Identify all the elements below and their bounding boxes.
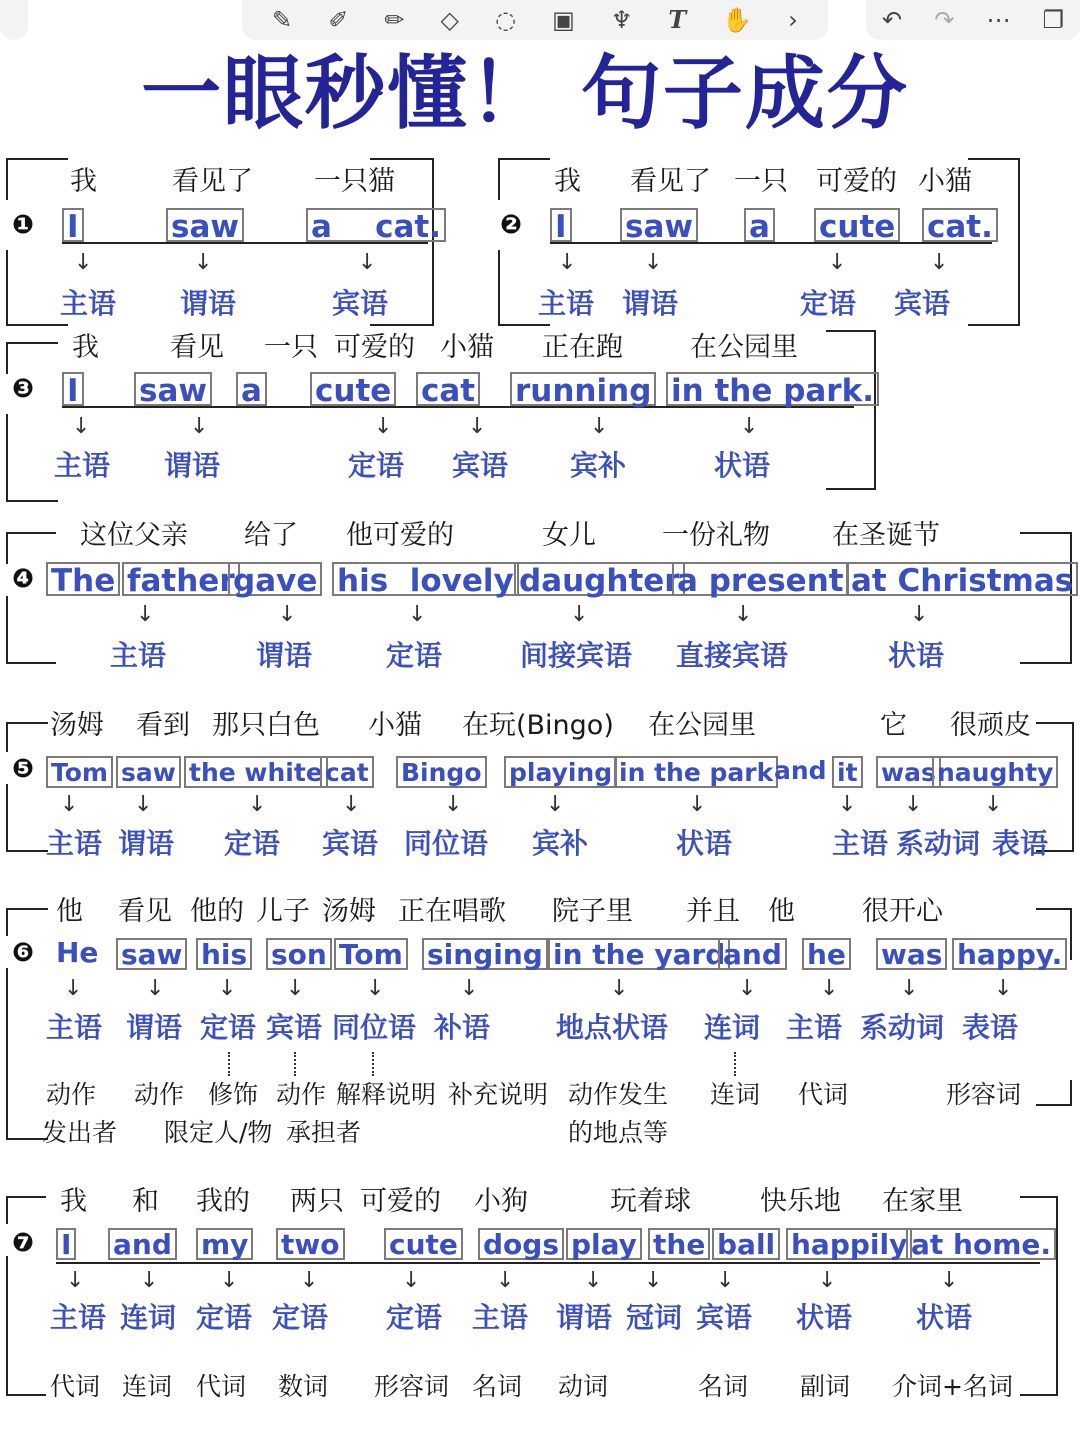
word-box: a [236, 372, 267, 406]
word-box: a [744, 208, 775, 242]
cn-gloss: 儿子 [256, 896, 310, 927]
role-label: 定语 [800, 287, 857, 320]
cn-gloss: 看见了 [172, 166, 253, 197]
word-box: at home. [906, 1228, 1056, 1260]
role-label: 主语 [472, 1301, 529, 1334]
word-box: Bingo [396, 756, 487, 788]
down-arrow-icon: ↓ [374, 414, 393, 439]
cn-gloss: 这位父亲 [80, 520, 188, 551]
cn-gloss: 在公园里 [648, 710, 756, 741]
pos-text: 代词 [196, 1372, 247, 1401]
down-arrow-icon: ↓ [460, 976, 479, 1001]
word-box: play [566, 1228, 642, 1260]
lasso-icon[interactable]: ◌ [495, 6, 517, 34]
down-arrow-icon: ↓ [248, 792, 267, 817]
role-label: 连词 [120, 1301, 177, 1334]
down-arrow-icon: ↓ [218, 976, 237, 1001]
down-arrow-icon: ↓ [408, 602, 427, 627]
role-label: 同位语 [404, 827, 489, 860]
note-text: 修饰 [208, 1080, 259, 1109]
cn-gloss: 在公园里 [690, 332, 798, 363]
word-box: the [648, 1228, 710, 1260]
cn-gloss: 他 [56, 896, 83, 927]
word-box: cat. [922, 208, 998, 242]
role-label: 状语 [916, 1301, 973, 1334]
role-label: 定语 [348, 449, 405, 482]
down-arrow-icon: ↓ [146, 976, 165, 1001]
down-arrow-icon: ↓ [366, 976, 385, 1001]
word-box: daughter [514, 562, 685, 596]
word-box: in the yard [548, 938, 730, 970]
down-arrow-icon: ↓ [904, 792, 923, 817]
bracket-right [826, 330, 876, 490]
cn-gloss: 我 [72, 332, 99, 363]
history-toolbar [866, 0, 1080, 40]
cn-gloss: 院子里 [552, 896, 633, 927]
word-box: naughty [932, 756, 1058, 788]
cn-gloss: 可爱的 [816, 166, 897, 197]
note-text: 动作发生 [568, 1080, 669, 1109]
pos-text: 副词 [800, 1372, 851, 1401]
down-arrow-icon: ↓ [584, 1268, 603, 1293]
note-text: 代词 [798, 1080, 849, 1109]
word-box: running [510, 372, 656, 406]
word-box: was [876, 756, 941, 788]
role-label: 宾语 [894, 287, 951, 320]
role-label: 宾语 [696, 1301, 753, 1334]
role-label: 直接宾语 [676, 639, 789, 672]
down-arrow-icon: ↓ [190, 414, 209, 439]
word-box: cute [384, 1228, 463, 1260]
word-box: singing [422, 938, 548, 970]
down-arrow-icon: ↓ [688, 792, 707, 817]
cn-gloss: 小狗 [474, 1186, 528, 1217]
word-box: dogs [478, 1228, 564, 1260]
sentence-number: ❻ [12, 938, 35, 968]
word-box: cat [416, 372, 480, 406]
down-arrow-icon: ↓ [910, 602, 929, 627]
role-label: 宾语 [266, 1011, 323, 1044]
conjunction-text: and [774, 756, 827, 785]
chevron-right-icon[interactable]: › [788, 6, 798, 34]
cn-gloss: 看见 [118, 896, 172, 927]
page-title: 一眼秒懂！ 句子成分 [141, 47, 909, 140]
note-text: 的地点等 [568, 1118, 669, 1147]
role-label: 定语 [224, 827, 281, 860]
word-box: it [832, 756, 863, 788]
cn-gloss: 我 [70, 166, 97, 197]
down-arrow-icon: ↓ [610, 976, 629, 1001]
hand-icon[interactable]: ✋ [722, 6, 753, 34]
word-box: playing [504, 756, 617, 788]
cn-gloss: 并且 [686, 896, 740, 927]
pos-text: 形容词 [374, 1372, 450, 1401]
role-label: 谓语 [180, 287, 237, 320]
role-label: 谓语 [118, 827, 175, 860]
word-box: a cat. [306, 208, 446, 242]
bracket-left [6, 722, 48, 852]
role-label: 主语 [786, 1011, 843, 1044]
word-box: he [802, 938, 851, 970]
word-box: father [122, 562, 240, 596]
word-box: saw [116, 756, 181, 788]
pos-text: 名词 [698, 1372, 749, 1401]
cn-gloss: 我 [554, 166, 581, 197]
note-text: 连词 [710, 1080, 761, 1109]
down-arrow-icon: ↓ [644, 1268, 663, 1293]
cn-gloss: 在玩(Bingo) [462, 710, 614, 741]
down-arrow-icon: ↓ [930, 250, 949, 275]
down-arrow-icon: ↓ [546, 792, 565, 817]
cn-gloss: 在家里 [882, 1186, 963, 1217]
word-box: a present [672, 562, 849, 596]
word-box: saw [166, 208, 244, 242]
dotted-connector [372, 1052, 374, 1076]
word-box: his [196, 938, 252, 970]
sentence-number: ❺ [12, 754, 35, 784]
cn-gloss: 汤姆 [322, 896, 376, 927]
down-arrow-icon: ↓ [194, 250, 213, 275]
down-arrow-icon: ↓ [60, 792, 79, 817]
down-arrow-icon: ↓ [818, 1268, 837, 1293]
role-label: 同位语 [332, 1011, 417, 1044]
word-box: and [718, 938, 787, 970]
role-label: 补语 [434, 1011, 491, 1044]
cn-gloss: 看见了 [630, 166, 711, 197]
pos-text: 连词 [122, 1372, 173, 1401]
bracket-left [6, 532, 56, 664]
cn-gloss: 很开心 [862, 896, 943, 927]
role-label: 状语 [888, 639, 945, 672]
down-arrow-icon: ↓ [468, 414, 487, 439]
word-box: saw [134, 372, 212, 406]
sentence-number: ❷ [500, 210, 523, 240]
down-arrow-icon: ↓ [590, 414, 609, 439]
role-label: 主语 [538, 287, 595, 320]
down-arrow-icon: ↓ [994, 976, 1013, 1001]
cn-gloss: 小猫 [368, 710, 422, 741]
pos-text: 动词 [558, 1372, 609, 1401]
role-label: 主语 [46, 1011, 103, 1044]
down-arrow-icon: ↓ [74, 250, 93, 275]
word-box: in the park [614, 756, 778, 788]
cn-gloss: 看见 [170, 332, 224, 363]
role-label: 系动词 [860, 1011, 945, 1044]
toolbar-left-stub [0, 0, 28, 40]
dotted-connector [734, 1052, 736, 1076]
note-text: 解释说明 [336, 1080, 437, 1109]
undo-icon[interactable]: ↶ [882, 6, 903, 34]
highlighter-icon[interactable]: ✏ [384, 6, 405, 34]
pos-text: 数词 [278, 1372, 329, 1401]
down-arrow-icon: ↓ [444, 792, 463, 817]
word-box: I [62, 208, 84, 242]
role-label: 谓语 [556, 1301, 613, 1334]
down-arrow-icon: ↓ [136, 602, 155, 627]
pos-text: 代词 [50, 1372, 101, 1401]
role-label: 谓语 [164, 449, 221, 482]
cn-gloss: 玩着球 [610, 1186, 691, 1217]
role-label: 定语 [200, 1011, 257, 1044]
down-arrow-icon: ↓ [570, 602, 589, 627]
down-arrow-icon: ↓ [496, 1268, 515, 1293]
word-box: happy. [952, 938, 1067, 970]
note-text: 动作 [276, 1080, 327, 1109]
dotted-connector [294, 1052, 296, 1076]
role-label: 连词 [704, 1011, 761, 1044]
role-label: 状语 [676, 827, 733, 860]
dotted-connector [228, 1052, 230, 1076]
down-arrow-icon: ↓ [72, 414, 91, 439]
word-box: Tom [334, 938, 408, 970]
cn-gloss: 很顽皮 [950, 710, 1031, 741]
cn-gloss: 一只 [734, 166, 788, 197]
cn-gloss: 可爱的 [334, 332, 415, 363]
note-text: 承担者 [286, 1118, 362, 1147]
cn-gloss: 他的 [190, 896, 244, 927]
down-arrow-icon: ↓ [134, 792, 153, 817]
word-box: was [876, 938, 947, 970]
cn-gloss: 正在唱歌 [398, 896, 506, 927]
note-text: 限定人/物 [164, 1118, 273, 1147]
role-label: 状语 [796, 1301, 853, 1334]
word-box: two [276, 1228, 345, 1260]
sentence-number: ❶ [12, 210, 35, 240]
word-box: cute [310, 372, 396, 406]
cn-gloss: 汤姆 [50, 710, 104, 741]
eraser-icon[interactable]: ◇ [440, 6, 460, 34]
down-arrow-icon: ↓ [342, 792, 361, 817]
role-label: 主语 [54, 449, 111, 482]
down-arrow-icon: ↓ [358, 250, 377, 275]
cn-gloss: 正在跑 [542, 332, 623, 363]
word-box: gave [228, 562, 322, 596]
role-label: 定语 [386, 1301, 443, 1334]
role-label: 主语 [832, 827, 889, 860]
role-label: 表语 [992, 827, 1049, 860]
down-arrow-icon: ↓ [716, 1268, 735, 1293]
down-arrow-icon: ↓ [838, 792, 857, 817]
word-box: in the park. [666, 372, 879, 406]
down-arrow-icon: ↓ [828, 250, 847, 275]
cn-gloss: 我 [60, 1186, 87, 1217]
role-label: 宾语 [452, 449, 509, 482]
cn-gloss: 在圣诞节 [832, 520, 940, 551]
word-box: I [62, 372, 84, 406]
redo-icon[interactable]: ↷ [934, 6, 955, 34]
word-box: cat [320, 756, 374, 788]
pen-icon[interactable]: ✎ [272, 6, 293, 34]
down-arrow-icon: ↓ [278, 602, 297, 627]
down-arrow-icon: ↓ [64, 976, 83, 1001]
cn-gloss: 一只猫 [314, 166, 395, 197]
down-arrow-icon: ↓ [940, 1268, 959, 1293]
word-box: I [550, 208, 572, 242]
role-label: 谓语 [126, 1011, 183, 1044]
role-label: 谓语 [622, 287, 679, 320]
word-box: I [56, 1228, 76, 1260]
role-label: 宾补 [570, 449, 627, 482]
cn-gloss: 他 [768, 896, 795, 927]
role-label: 定语 [196, 1301, 253, 1334]
word-box: at Christmas [846, 562, 1078, 596]
cn-gloss: 给了 [244, 520, 298, 551]
word-box: cute [814, 208, 900, 242]
sentence-number: ❼ [12, 1228, 35, 1258]
down-arrow-icon: ↓ [740, 414, 759, 439]
down-arrow-icon: ↓ [220, 1268, 239, 1293]
down-arrow-icon: ↓ [984, 792, 1003, 817]
down-arrow-icon: ↓ [738, 976, 757, 1001]
down-arrow-icon: ↓ [66, 1268, 85, 1293]
bracket-left [6, 342, 58, 502]
cn-gloss: 他可爱的 [346, 520, 454, 551]
role-label: 定语 [272, 1301, 329, 1334]
text-tool-icon[interactable]: T [668, 5, 687, 34]
role-label: 系动词 [896, 827, 981, 860]
word-box: saw [620, 208, 698, 242]
mic-icon[interactable]: ♆ [610, 6, 633, 34]
more-icon[interactable]: ⋯ [986, 6, 1011, 34]
note-text: 补充说明 [448, 1080, 549, 1109]
bracket-right [1020, 1196, 1058, 1396]
word-box: happily [786, 1228, 912, 1260]
word-box: and [108, 1228, 177, 1260]
note-text: 形容词 [946, 1080, 1022, 1109]
drawing-toolbar [242, 0, 828, 40]
note-text: 动作 [134, 1080, 185, 1109]
role-label: 宾补 [532, 827, 589, 860]
down-arrow-icon: ↓ [644, 250, 663, 275]
word-box: saw [116, 938, 187, 970]
cn-gloss: 两只 [290, 1186, 344, 1217]
note-text: 发出者 [42, 1118, 118, 1147]
role-label: 宾语 [322, 827, 379, 860]
cn-gloss: 那只白色 [212, 710, 320, 741]
word-box: Tom [46, 756, 113, 788]
down-arrow-icon: ↓ [402, 1268, 421, 1293]
cn-gloss: 女儿 [542, 520, 596, 551]
role-label: 主语 [50, 1301, 107, 1334]
down-arrow-icon: ↓ [558, 250, 577, 275]
word-box: my [196, 1228, 253, 1260]
word-box: son [266, 938, 332, 970]
down-arrow-icon: ↓ [734, 602, 753, 627]
pos-text: 介词+名词 [892, 1372, 1013, 1401]
role-label: 定语 [386, 639, 443, 672]
pos-text: 名词 [472, 1372, 523, 1401]
word-box: ball [712, 1228, 780, 1260]
role-label: 表语 [962, 1011, 1019, 1044]
down-arrow-icon: ↓ [900, 976, 919, 1001]
sentence-number: ❹ [12, 564, 35, 594]
image-icon[interactable]: ▣ [552, 6, 575, 34]
word-box: the white [184, 756, 328, 788]
cn-gloss: 快乐地 [760, 1186, 841, 1217]
marker-icon[interactable]: ✐ [328, 6, 349, 34]
down-arrow-icon: ↓ [140, 1268, 159, 1293]
cn-gloss: 它 [880, 710, 907, 741]
role-label: 主语 [60, 287, 117, 320]
cn-gloss: 看到 [136, 710, 190, 741]
word-box: The [46, 562, 120, 596]
cn-gloss: 我的 [196, 1186, 250, 1217]
down-arrow-icon: ↓ [286, 976, 305, 1001]
role-label: 冠词 [626, 1301, 683, 1334]
down-arrow-icon: ↓ [820, 976, 839, 1001]
subject-word: He [56, 936, 99, 969]
cn-gloss: 可爱的 [360, 1186, 441, 1217]
cn-gloss: 小猫 [440, 332, 494, 363]
role-label: 地点状语 [556, 1011, 669, 1044]
cn-gloss: 一只 [264, 332, 318, 363]
role-label: 状语 [714, 449, 771, 482]
role-label: 间接宾语 [520, 639, 633, 672]
cn-gloss: 和 [132, 1186, 159, 1217]
sentence-number: ❸ [12, 374, 35, 404]
role-label: 主语 [46, 827, 103, 860]
down-arrow-icon: ↓ [300, 1268, 319, 1293]
cn-gloss: 小猫 [918, 166, 972, 197]
cn-gloss: 一份礼物 [662, 520, 770, 551]
word-box: his lovely [332, 562, 519, 596]
role-label: 谓语 [256, 639, 313, 672]
bracket-left [6, 158, 68, 326]
note-text: 动作 [46, 1080, 97, 1109]
role-label: 主语 [110, 639, 167, 672]
role-label: 宾语 [332, 287, 389, 320]
pages-icon[interactable]: ❐ [1042, 6, 1064, 34]
